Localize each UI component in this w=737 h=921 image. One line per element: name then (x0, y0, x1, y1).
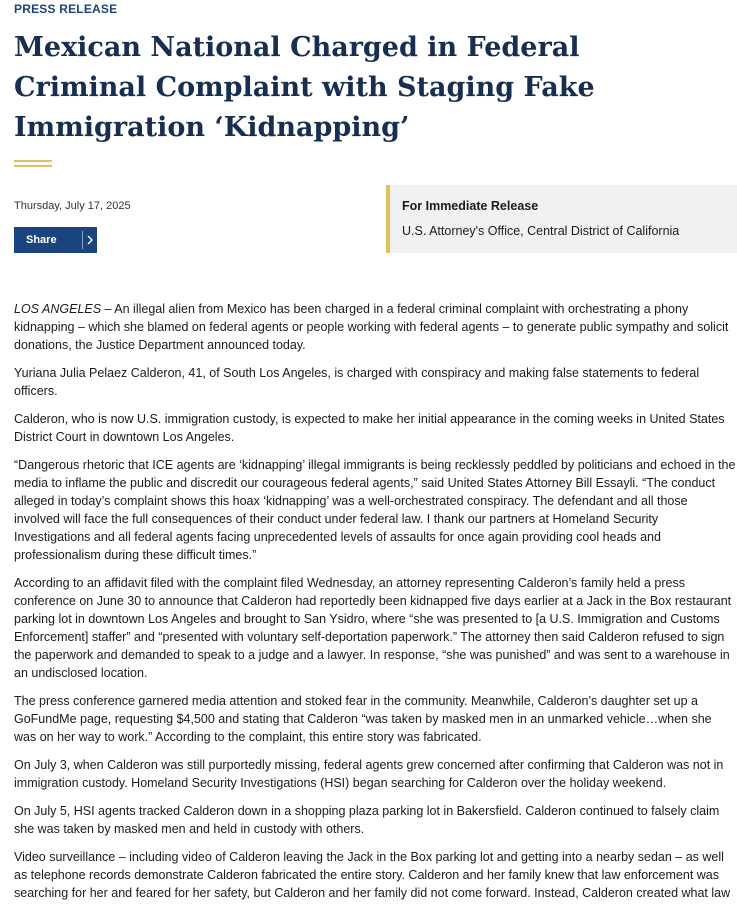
title-divider-top (14, 160, 52, 162)
share-label: Share (26, 234, 57, 246)
article-body (14, 300, 736, 912)
article-paragraph: Yuriana Julia Pelaez Calderon, 41, of South Los Angeles, is charged with conspiracy and making false statements to federal officers. (14, 366, 700, 398)
article-paragraph: The press conference garnered media attention and stoked fear in the community. Meanwhile, Calderon’s daughter set up a GoFundMe page, requesting $4,500 and stating that Calderon “was taken by masked men in an unmarked vehicle…when she was on her way to work.” According to the complaint, this entire story was fabricated. (14, 694, 712, 744)
chevron-right-icon (83, 235, 97, 245)
article-paragraph: “Dangerous rhetoric that ICE agents are ‘kidnapping’ illegal immigrants is being recklessly peddled by politicians and echoed in the media to inflame the public and discredit our courageous federal agents,” said United States Attorney Bill Essayli. “The conduct alleged in today’s complaint shows this hoax ‘kidnapping’ was a well-orchestrated conspiracy. The defendant and all those involved will face the full consequences of their conduct under federal law. I thank our partners at Homeland Security Investigations and all federal agents facing unprecedented levels of assaults for once again providing cool heads and professionalism during these difficult times.” (14, 458, 736, 562)
title-divider-bottom (14, 165, 52, 167)
article-paragraph: Calderon, who is now U.S. immigration custody, is expected to make her initial appearance in the coming weeks in United States District Court in downtown Los Angeles. (14, 412, 725, 444)
page-title: Mexican National Charged in Federal Criminal Complaint with Staging Fake Immigration ‘Kidnapping’ (14, 32, 595, 143)
article-paragraph: Video surveillance – including video of Calderon leaving the Jack in the Box parking lot and getting into a nearby sedan – as well as telephone records demonstrate Calderon fabricated the entire story. Calderon and her family knew that law enforcement was searching for her and feared for her safety, but Calderon and her family did not come forward. Instead, Calderon created what law (14, 850, 731, 900)
press-release-label: PRESS RELEASE (14, 2, 118, 16)
publish-date: Thursday, July 17, 2025 (14, 200, 131, 212)
release-office: U.S. Attorney's Office, Central District of California (402, 224, 680, 238)
article-paragraph: On July 3, when Calderon was still purportedly missing, federal agents grew concerned after confirming that Calderon was not in immigration custody. Homeland Security Investigations (HSI) began searching for Calderon over the holiday weekend. (14, 758, 724, 790)
article-paragraph (14, 300, 736, 354)
article-paragraph: According to an affidavit filed with the complaint filed Wednesday, an attorney representing Calderon’s family held a press conference on June 30 to announce that Calderon had reportedly been kidnapped five days earlier at a Jack in the Box restaurant parking lot in downtown Los Angeles and brought to San Ysidro, where “she was presented to [a U.S. Immigration and Customs Enforcement] staffer” and “presented with voluntary self-deportation paperwork.” The attorney then said Calderon refused to sign the paperwork and demanded to speak to a judge and a lawyer. In response, “she was punished” and was sent to a warehouse in an undisclosed location. (14, 576, 732, 680)
dateline: LOS ANGELES (14, 302, 102, 316)
share-button[interactable] (14, 227, 97, 253)
article-paragraph: On July 5, HSI agents tracked Calderon down in a shopping plaza parking lot in Bakersfield. Calderon continued to falsely claim she was taken by masked men and held in custody with others. (14, 804, 720, 836)
paragraph-text: – An illegal alien from Mexico has been charged in a federal criminal complaint with orchestrating a phony kidnapping – which she blamed on federal agents or people working with federal agents – to generate public sympathy and solicit donations, the Justice Department announced today. (14, 302, 729, 352)
release-status: For Immediate Release (402, 199, 539, 213)
release-info-box (386, 185, 737, 253)
